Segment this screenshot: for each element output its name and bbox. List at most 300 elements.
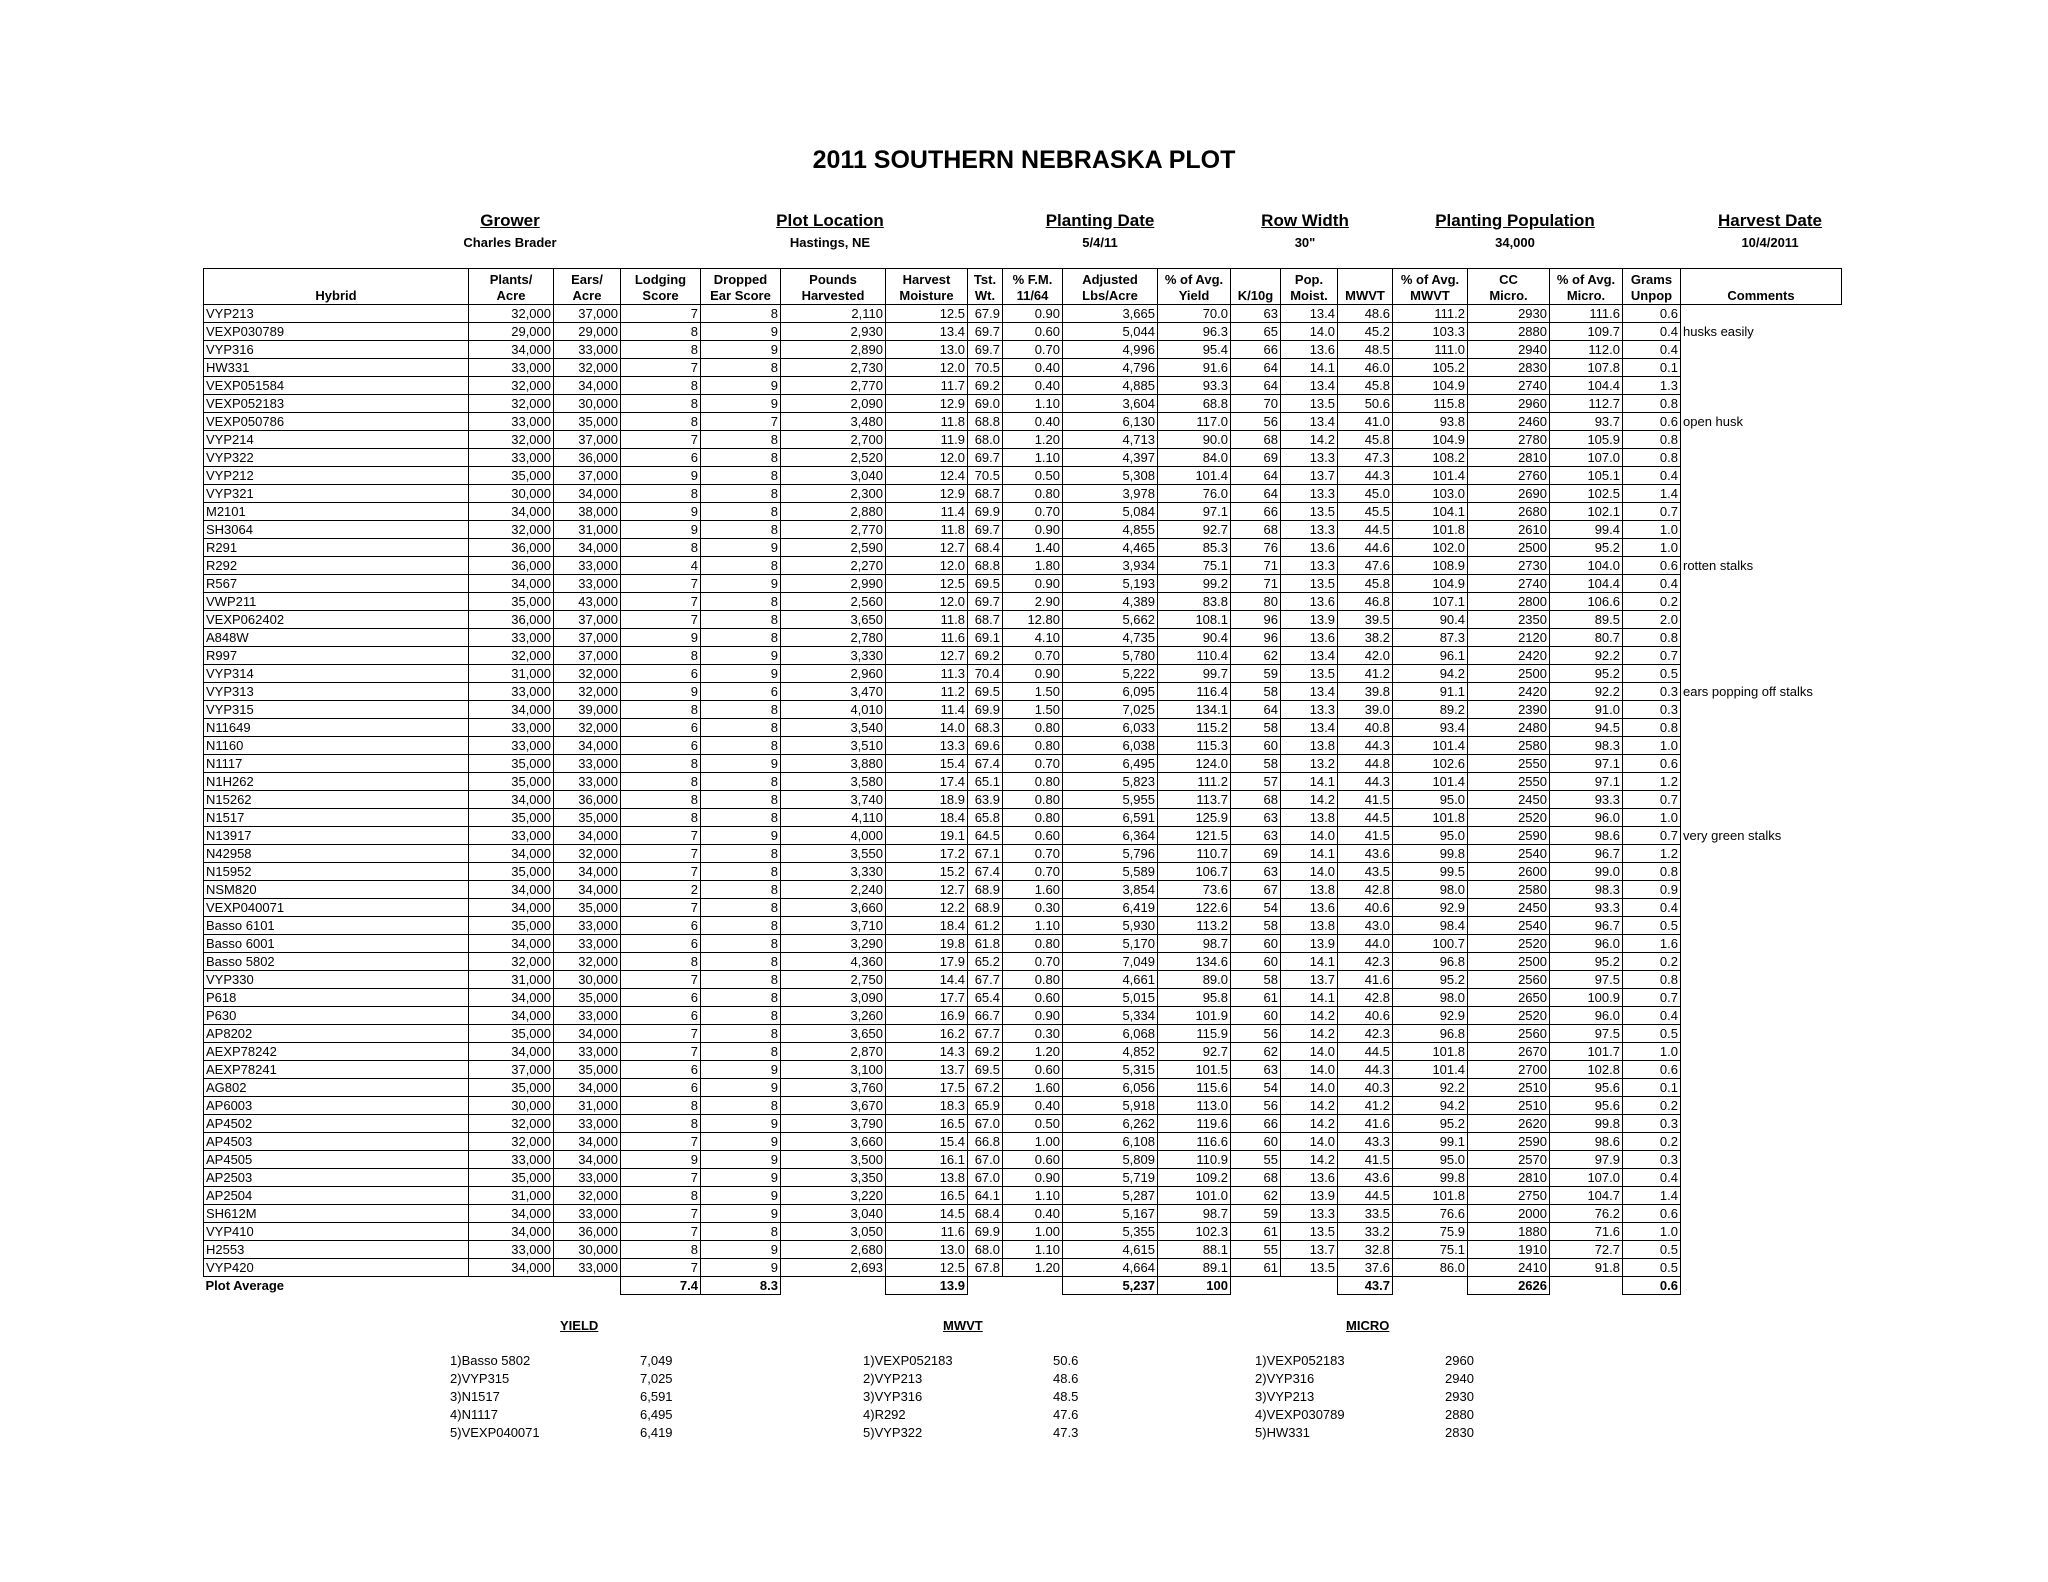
table-cell: 134.1 <box>1158 701 1231 719</box>
table-cell: 13.4 <box>1281 683 1338 701</box>
table-cell: 35,000 <box>554 1061 621 1079</box>
table-cell: 111.0 <box>1393 341 1468 359</box>
table-cell: 42.0 <box>1338 647 1393 665</box>
table-row <box>204 863 1842 881</box>
column-header <box>621 269 701 305</box>
table-cell: 125.9 <box>1158 809 1231 827</box>
table-cell: 3,660 <box>781 899 886 917</box>
table-row <box>204 575 1842 593</box>
comment-cell <box>1681 935 1842 953</box>
table-cell: 112.7 <box>1550 395 1623 413</box>
table-cell: 31,000 <box>554 521 621 539</box>
table-row <box>204 539 1842 557</box>
table-cell: 8 <box>621 395 701 413</box>
table-cell: 60 <box>1231 935 1281 953</box>
table-cell: 2670 <box>1468 1043 1550 1061</box>
table-cell: 17.7 <box>886 989 968 1007</box>
table-cell: 44.0 <box>1338 935 1393 953</box>
table-cell: 5,044 <box>1063 323 1158 341</box>
table-cell: 37,000 <box>554 629 621 647</box>
table-row <box>204 1205 1842 1223</box>
table-cell: 12.7 <box>886 881 968 899</box>
table-cell: 95.0 <box>1393 827 1468 845</box>
rank-name <box>450 1424 640 1442</box>
table-cell: 32,000 <box>469 395 554 413</box>
table-cell: 44.3 <box>1338 737 1393 755</box>
rank-value: 2960 <box>1445 1353 1474 1368</box>
table-cell: 8 <box>701 845 781 863</box>
table-cell: 68 <box>1231 1169 1281 1187</box>
table-cell: 105.1 <box>1550 467 1623 485</box>
table-cell: 2520 <box>1468 935 1550 953</box>
table-cell: 3,978 <box>1063 485 1158 503</box>
table-cell: 0.6 <box>1623 755 1681 773</box>
comment-cell: very green stalks <box>1681 827 1842 845</box>
table-cell: 92.2 <box>1393 1079 1468 1097</box>
table-cell: 34,000 <box>469 989 554 1007</box>
table-cell: 2,693 <box>781 1259 886 1277</box>
table-cell: 97.9 <box>1550 1151 1623 1169</box>
table-cell: 8 <box>701 809 781 827</box>
table-cell: 2680 <box>1468 503 1550 521</box>
table-cell: 63 <box>1231 305 1281 323</box>
rank-item <box>450 1370 673 1388</box>
table-cell: 111.2 <box>1158 773 1231 791</box>
hybrid-cell: AP2504 <box>204 1187 469 1205</box>
table-cell: 9 <box>701 755 781 773</box>
table-cell: 93.3 <box>1550 899 1623 917</box>
table-cell: 32,000 <box>469 305 554 323</box>
table-cell: 0.6 <box>1623 1061 1681 1079</box>
table-cell: 8 <box>621 953 701 971</box>
table-cell: 68.8 <box>968 557 1003 575</box>
column-header-line: Lodging <box>634 272 687 287</box>
table-cell: 66 <box>1231 503 1281 521</box>
table-cell: 13.7 <box>1281 971 1338 989</box>
table-cell: 116.4 <box>1158 683 1231 701</box>
rank-hybrid: VYP315 <box>461 1371 510 1386</box>
rank-number: 4) <box>1255 1407 1267 1422</box>
comment-cell <box>1681 1061 1842 1079</box>
table-cell: 4,996 <box>1063 341 1158 359</box>
table-cell: 6 <box>621 719 701 737</box>
table-cell: 61 <box>1231 1259 1281 1277</box>
table-cell: 13.6 <box>1281 899 1338 917</box>
table-cell: 14.0 <box>1281 827 1338 845</box>
comment-cell <box>1681 1025 1842 1043</box>
table-cell: 98.7 <box>1158 1205 1231 1223</box>
table-cell: 32,000 <box>554 683 621 701</box>
table-cell: 4,735 <box>1063 629 1158 647</box>
table-cell: 13.8 <box>886 1169 968 1187</box>
table-cell: 50.6 <box>1338 395 1393 413</box>
table-cell: 35,000 <box>469 917 554 935</box>
column-header-line: Unpop <box>1630 288 1673 303</box>
table-cell: 68.9 <box>968 899 1003 917</box>
table-cell: 67.0 <box>968 1115 1003 1133</box>
table-cell: 7 <box>621 593 701 611</box>
table-cell: 2,870 <box>781 1043 886 1061</box>
table-cell: 6,591 <box>1063 809 1158 827</box>
table-cell: 96.0 <box>1550 1007 1623 1025</box>
table-cell: 101.5 <box>1158 1061 1231 1079</box>
table-cell: 68.0 <box>968 431 1003 449</box>
table-cell: 43.6 <box>1338 1169 1393 1187</box>
table-cell: 96.1 <box>1393 647 1468 665</box>
table-cell: 8 <box>701 881 781 899</box>
table-row <box>204 1097 1842 1115</box>
table-cell: 83.8 <box>1158 593 1231 611</box>
rank-value: 7,025 <box>640 1371 673 1386</box>
table-cell: 45.8 <box>1338 377 1393 395</box>
table-cell: 100.9 <box>1550 989 1623 1007</box>
table-cell: 2,560 <box>781 593 886 611</box>
hybrid-cell: AP4503 <box>204 1133 469 1151</box>
table-cell: 13.6 <box>1281 1169 1338 1187</box>
table-cell: 35,000 <box>469 755 554 773</box>
table-cell: 1.0 <box>1623 521 1681 539</box>
hybrid-cell: VYP420 <box>204 1259 469 1277</box>
table-cell: 32,000 <box>554 845 621 863</box>
table-cell: 1.2 <box>1623 773 1681 791</box>
table-cell: 14.0 <box>1281 1133 1338 1151</box>
table-cell: 7 <box>621 863 701 881</box>
table-cell: 12.5 <box>886 1259 968 1277</box>
table-cell: 0.50 <box>1003 467 1063 485</box>
rank-name <box>863 1388 1053 1406</box>
table-cell: 33,000 <box>554 935 621 953</box>
table-cell: 0.3 <box>1623 701 1681 719</box>
table-cell: 18.4 <box>886 917 968 935</box>
table-cell: 34,000 <box>469 791 554 809</box>
rank-name <box>1255 1424 1445 1442</box>
table-cell: 69.7 <box>968 449 1003 467</box>
table-cell: 40.8 <box>1338 719 1393 737</box>
table-cell: 5,193 <box>1063 575 1158 593</box>
table-cell: 1.20 <box>1003 1043 1063 1061</box>
table-cell: 89.2 <box>1393 701 1468 719</box>
table-cell: 44.8 <box>1338 755 1393 773</box>
table-cell: 8 <box>621 341 701 359</box>
empty-cell <box>469 1277 554 1295</box>
table-cell: 11.4 <box>886 503 968 521</box>
table-cell: 99.2 <box>1158 575 1231 593</box>
table-cell: 8 <box>621 485 701 503</box>
table-cell: 99.0 <box>1550 863 1623 881</box>
table-cell: 6,095 <box>1063 683 1158 701</box>
table-cell: 31,000 <box>469 971 554 989</box>
table-cell: 9 <box>701 341 781 359</box>
table-cell: 2420 <box>1468 683 1550 701</box>
table-cell: 1.0 <box>1623 539 1681 557</box>
table-cell: 13.6 <box>1281 341 1338 359</box>
table-cell: 2540 <box>1468 917 1550 935</box>
table-cell: 105.2 <box>1393 359 1468 377</box>
table-cell: 8 <box>701 899 781 917</box>
table-cell: 2,770 <box>781 521 886 539</box>
table-cell: 40.3 <box>1338 1079 1393 1097</box>
rank-number: 5) <box>450 1425 462 1440</box>
table-cell: 33.5 <box>1338 1205 1393 1223</box>
table-cell: 68.4 <box>968 1205 1003 1223</box>
table-cell: 35,000 <box>469 1025 554 1043</box>
table-cell: 80 <box>1231 593 1281 611</box>
table-cell: 63 <box>1231 827 1281 845</box>
table-cell: 0.8 <box>1623 431 1681 449</box>
table-cell: 7 <box>621 1043 701 1061</box>
table-cell: 89.5 <box>1550 611 1623 629</box>
table-cell: 56 <box>1231 1097 1281 1115</box>
table-cell: 110.9 <box>1158 1151 1231 1169</box>
table-cell: 67.4 <box>968 863 1003 881</box>
table-cell: 0.90 <box>1003 665 1063 683</box>
table-cell: 8 <box>701 557 781 575</box>
column-header-line: % of Avg. <box>1164 272 1224 287</box>
table-cell: 2620 <box>1468 1115 1550 1133</box>
table-cell: 9 <box>621 1151 701 1169</box>
table-cell: 7 <box>621 1259 701 1277</box>
table-row <box>204 557 1842 575</box>
table-cell: 9 <box>701 323 781 341</box>
table-cell: 5,823 <box>1063 773 1158 791</box>
rank-name <box>450 1352 640 1370</box>
table-cell: 2,240 <box>781 881 886 899</box>
table-cell: 2480 <box>1468 719 1550 737</box>
table-cell: 104.9 <box>1393 575 1468 593</box>
table-cell: 0.7 <box>1623 827 1681 845</box>
plot-data-table <box>203 268 1842 1295</box>
table-cell: 32,000 <box>469 647 554 665</box>
table-cell: 6 <box>621 989 701 1007</box>
table-cell: 105.9 <box>1550 431 1623 449</box>
table-cell: 0.80 <box>1003 737 1063 755</box>
rank-value: 2930 <box>1445 1389 1474 1404</box>
table-cell: 9 <box>621 503 701 521</box>
table-cell: 99.8 <box>1550 1115 1623 1133</box>
table-cell: 67.8 <box>968 1259 1003 1277</box>
table-cell: 134.6 <box>1158 953 1231 971</box>
table-cell: 14.1 <box>1281 359 1338 377</box>
table-cell: 6,495 <box>1063 755 1158 773</box>
table-cell: 110.4 <box>1158 647 1231 665</box>
column-header-line: Yield <box>1178 288 1210 303</box>
column-header <box>1623 269 1681 305</box>
table-cell: 9 <box>621 467 701 485</box>
comment-cell <box>1681 449 1842 467</box>
table-cell: 6,033 <box>1063 719 1158 737</box>
column-header-line: Lbs/Acre <box>1082 288 1138 303</box>
table-cell: 8 <box>701 737 781 755</box>
table-cell: 0.8 <box>1623 395 1681 413</box>
table-cell: 0.7 <box>1623 791 1681 809</box>
table-cell: 61.2 <box>968 917 1003 935</box>
table-cell: 69.0 <box>968 395 1003 413</box>
table-cell: 6,068 <box>1063 1025 1158 1043</box>
column-header-line: Dropped <box>713 272 768 287</box>
hybrid-cell: VYP321 <box>204 485 469 503</box>
table-cell: 67.0 <box>968 1169 1003 1187</box>
table-cell: 8 <box>621 539 701 557</box>
info-label: Harvest Date <box>1718 211 1822 230</box>
rank-number: 2) <box>1255 1371 1267 1386</box>
table-row <box>204 1061 1842 1079</box>
rank-value: 6,591 <box>640 1389 673 1404</box>
table-row <box>204 305 1842 323</box>
table-cell: 64 <box>1231 467 1281 485</box>
table-cell: 0.1 <box>1623 1079 1681 1097</box>
table-cell: 7 <box>621 1223 701 1241</box>
hybrid-cell: VYP330 <box>204 971 469 989</box>
table-cell: 14.2 <box>1281 1115 1338 1133</box>
table-row <box>204 809 1842 827</box>
table-cell: 32,000 <box>469 431 554 449</box>
table-cell: 2120 <box>1468 629 1550 647</box>
rank-item <box>863 1370 1078 1388</box>
table-cell: 2,520 <box>781 449 886 467</box>
table-cell: 6 <box>701 683 781 701</box>
table-cell: 14.4 <box>886 971 968 989</box>
table-cell: 3,090 <box>781 989 886 1007</box>
table-cell: 35,000 <box>469 1079 554 1097</box>
table-cell: 5,780 <box>1063 647 1158 665</box>
table-cell: 2,680 <box>781 1241 886 1259</box>
rank-hybrid: VEXP030789 <box>1266 1407 1345 1422</box>
table-row <box>204 683 1842 701</box>
table-cell: 2460 <box>1468 413 1550 431</box>
table-cell: 8 <box>621 1187 701 1205</box>
table-row <box>204 935 1842 953</box>
table-cell: 102.1 <box>1550 503 1623 521</box>
hybrid-cell: AP6003 <box>204 1097 469 1115</box>
table-cell: 69 <box>1231 845 1281 863</box>
table-cell: 3,880 <box>781 755 886 773</box>
table-cell: 1.10 <box>1003 1187 1063 1205</box>
table-cell: 35,000 <box>469 1169 554 1187</box>
table-cell: 2740 <box>1468 575 1550 593</box>
rank-hybrid: VYP322 <box>874 1425 923 1440</box>
table-cell: 34,000 <box>469 935 554 953</box>
table-cell: 40.6 <box>1338 1007 1393 1025</box>
rank-value: 6,495 <box>640 1407 673 1422</box>
table-cell: 3,550 <box>781 845 886 863</box>
hybrid-cell: VYP322 <box>204 449 469 467</box>
rank-value: 47.6 <box>1053 1407 1079 1422</box>
comment-cell <box>1681 1097 1842 1115</box>
rank-hybrid: N1117 <box>461 1407 498 1422</box>
hybrid-cell: Basso 5802 <box>204 953 469 971</box>
table-cell: 8 <box>621 647 701 665</box>
table-cell: 96.7 <box>1550 917 1623 935</box>
table-cell: 0.80 <box>1003 773 1063 791</box>
rank-name <box>863 1424 1053 1442</box>
column-header <box>1281 269 1338 305</box>
table-cell: 4 <box>621 557 701 575</box>
table-cell: 91.1 <box>1393 683 1468 701</box>
table-cell: 30,000 <box>469 485 554 503</box>
table-cell: 1.10 <box>1003 449 1063 467</box>
table-cell: 69.7 <box>968 593 1003 611</box>
hybrid-cell: AP2503 <box>204 1169 469 1187</box>
table-cell: 5,930 <box>1063 917 1158 935</box>
table-cell: 6 <box>621 449 701 467</box>
table-cell: 9 <box>701 1259 781 1277</box>
table-cell: 2590 <box>1468 1133 1550 1151</box>
table-cell: 35,000 <box>469 863 554 881</box>
table-cell: 9 <box>701 1241 781 1259</box>
column-header <box>204 269 469 305</box>
hybrid-cell: SH3064 <box>204 521 469 539</box>
table-cell: 75.9 <box>1393 1223 1468 1241</box>
rank-hybrid: VYP316 <box>1266 1371 1315 1386</box>
table-cell: 31,000 <box>469 665 554 683</box>
table-cell: 0.8 <box>1623 449 1681 467</box>
table-cell: 38.2 <box>1338 629 1393 647</box>
table-cell: 97.1 <box>1158 503 1231 521</box>
hybrid-cell: VYP316 <box>204 341 469 359</box>
table-cell: 0.2 <box>1623 953 1681 971</box>
table-cell: 12.0 <box>886 449 968 467</box>
table-cell: 64 <box>1231 485 1281 503</box>
table-cell: 34,000 <box>554 539 621 557</box>
table-cell: 46.8 <box>1338 593 1393 611</box>
table-cell: 18.3 <box>886 1097 968 1115</box>
table-cell: 1.10 <box>1003 1241 1063 1259</box>
table-cell: 0.7 <box>1623 647 1681 665</box>
table-cell: 67.1 <box>968 845 1003 863</box>
hybrid-cell: VEXP050786 <box>204 413 469 431</box>
table-cell: 68 <box>1231 431 1281 449</box>
table-cell: 33,000 <box>554 341 621 359</box>
table-cell: 65.2 <box>968 953 1003 971</box>
table-cell: 33,000 <box>469 683 554 701</box>
table-cell: 41.5 <box>1338 1151 1393 1169</box>
table-cell: 110.7 <box>1158 845 1231 863</box>
table-cell: 63.9 <box>968 791 1003 809</box>
column-header <box>1338 269 1393 305</box>
table-cell: 0.5 <box>1623 1025 1681 1043</box>
table-cell: 58 <box>1231 917 1281 935</box>
table-cell: 13.3 <box>1281 521 1338 539</box>
column-header-line: Comments <box>1727 288 1795 303</box>
table-cell: 1.0 <box>1623 809 1681 827</box>
table-cell: 58 <box>1231 971 1281 989</box>
rank-value: 2830 <box>1445 1425 1474 1440</box>
table-cell: 9 <box>701 1115 781 1133</box>
table-cell: 12.80 <box>1003 611 1063 629</box>
table-cell: 2690 <box>1468 485 1550 503</box>
table-cell: 104.7 <box>1550 1187 1623 1205</box>
column-header <box>1003 269 1063 305</box>
rank-item <box>1255 1406 1474 1424</box>
table-cell: 0.9 <box>1623 881 1681 899</box>
table-cell: 5,918 <box>1063 1097 1158 1115</box>
table-cell: 90.4 <box>1393 611 1468 629</box>
table-cell: 73.6 <box>1158 881 1231 899</box>
table-cell: 0.7 <box>1623 503 1681 521</box>
plot-average-row <box>204 1277 1842 1295</box>
column-header-line: Pop. <box>1294 272 1324 287</box>
table-cell: 76.2 <box>1550 1205 1623 1223</box>
table-cell: 8 <box>701 935 781 953</box>
table-cell: 7 <box>621 1025 701 1043</box>
table-cell: 66.7 <box>968 1007 1003 1025</box>
table-cell: 33,000 <box>554 1043 621 1061</box>
table-cell: 90.4 <box>1158 629 1231 647</box>
rank-hybrid: VYP213 <box>1266 1389 1315 1404</box>
table-cell: 93.4 <box>1393 719 1468 737</box>
table-cell: 0.30 <box>1003 899 1063 917</box>
rank-item <box>1255 1424 1474 1442</box>
